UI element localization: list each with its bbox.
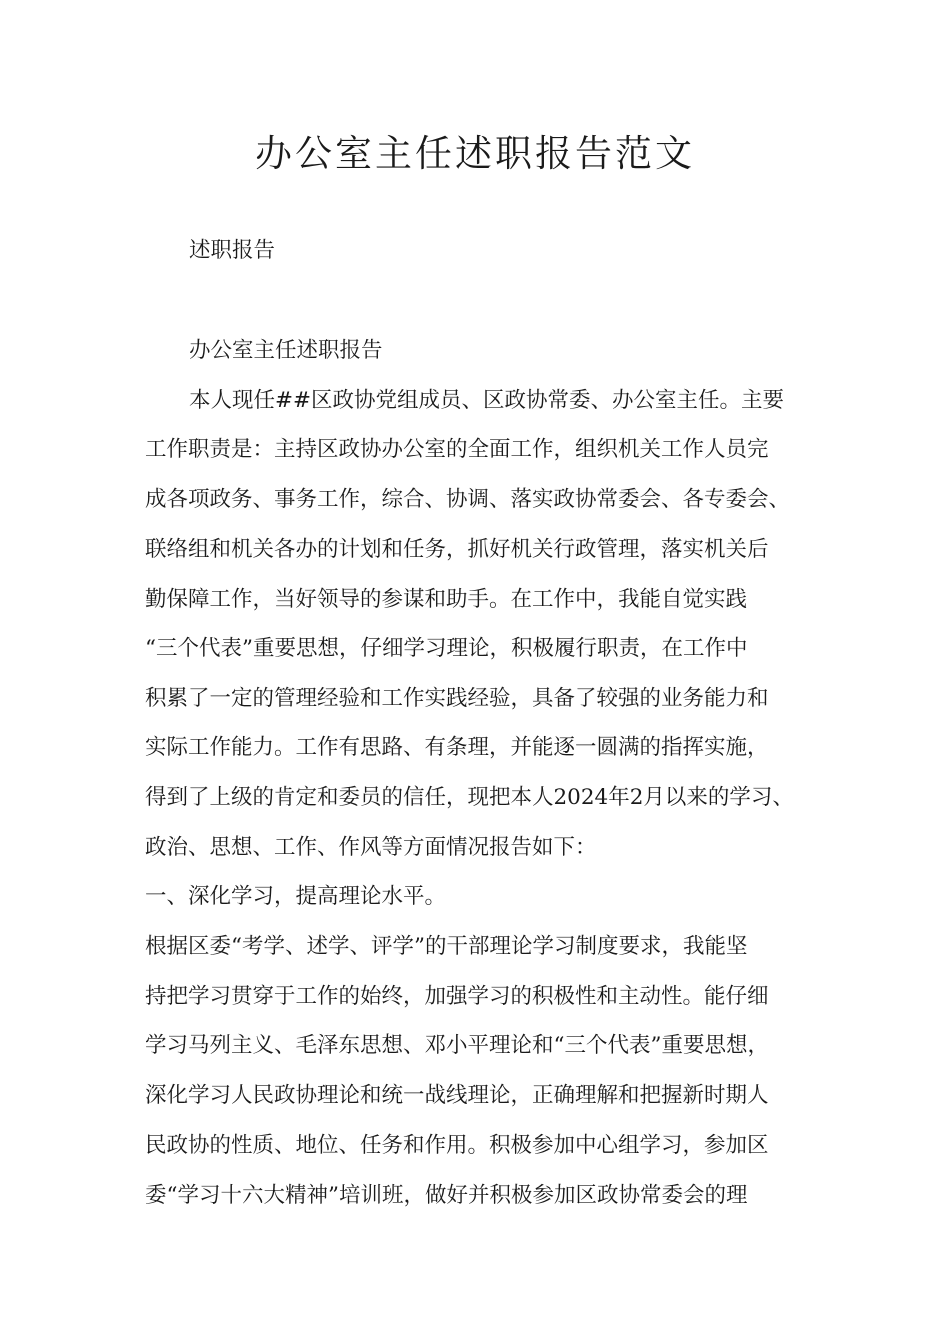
report-heading: 办公室主任述职报告 <box>189 338 383 363</box>
paragraph-line: 工作职责是：主持区政协办公室的全面工作，组织机关工作人员完 <box>145 437 769 462</box>
paragraph-line: 成各项政务、事务工作，综合、协调、落实政协常委会、各专委会、 <box>145 487 791 512</box>
paragraph-line: 持把学习贯穿于工作的始终，加强学习的积极性和主动性。能仔细 <box>145 984 769 1009</box>
paragraph-line: 学习马列主义、毛泽东思想、邓小平理论和“三个代表”重要思想， <box>145 1033 769 1058</box>
paragraph-line: 政治、思想、工作、作风等方面情况报告如下： <box>145 835 597 860</box>
paragraph-line: “三个代表”重要思想，仔细学习理论，积极履行职责，在工作中 <box>145 636 748 661</box>
document-subtitle: 述职报告 <box>189 238 276 263</box>
paragraph-line: 积累了一定的管理经验和工作实践经验，具备了较强的业务能力和 <box>145 686 769 711</box>
paragraph-line: 根据区委“考学、述学、评学”的干部理论学习制度要求，我能坚 <box>145 934 748 959</box>
paragraph-line: 联络组和机关各办的计划和任务，抓好机关行政管理，落实机关后 <box>145 537 769 562</box>
paragraph-line: 实际工作能力。工作有思路、有条理，并能逐一圆满的指挥实施， <box>145 735 769 760</box>
paragraph-line: 得到了上级的肯定和委员的信任，现把本人2024年2月以来的学习、 <box>145 785 794 810</box>
paragraph-line: 深化学习人民政协理论和统一战线理论，正确理解和把握新时期人 <box>145 1083 769 1108</box>
section-heading: 一、深化学习，提高理论水平。 <box>145 884 447 909</box>
paragraph-line: 委“学习十六大精神”培训班，做好并积极参加区政协常委会的理 <box>145 1183 748 1208</box>
paragraph-line: 民政协的性质、地位、任务和作用。积极参加中心组学习，参加区 <box>145 1133 769 1158</box>
paragraph-line: 勤保障工作，当好领导的参谋和助手。在工作中，我能自觉实践 <box>145 587 748 612</box>
paragraph-line: 本人现任##区政协党组成员、区政协常委、办公室主任。主要 <box>189 388 785 413</box>
document-title: 办公室主任述职报告范文 <box>255 132 695 175</box>
